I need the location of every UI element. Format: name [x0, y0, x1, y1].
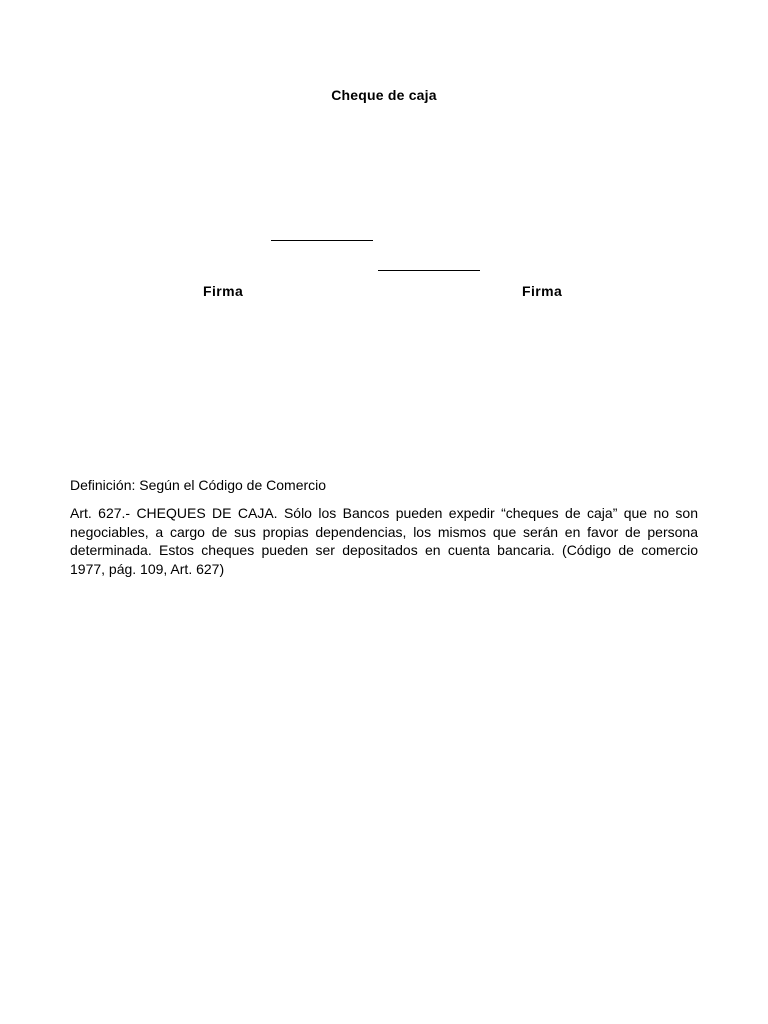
signature-label-right: Firma [522, 283, 563, 299]
signature-label-left: Firma [203, 283, 244, 299]
definition-heading: Definición: Según el Código de Comercio [70, 477, 327, 493]
document-title: Cheque de caja [331, 87, 437, 103]
signature-line-lower [378, 270, 480, 271]
signature-line-upper [271, 240, 373, 241]
article-paragraph: Art. 627.- CHEQUES DE CAJA. Sólo los Bancos pueden expedir “cheques de caja” que no son negociables, a cargo de sus propias dependencias, los mismos que serán en favor de persona determinada. Estos cheques pueden ser depositados en cuenta bancaria. (Código de comercio 1977, pág. 109, Art. 627) [70, 505, 698, 577]
